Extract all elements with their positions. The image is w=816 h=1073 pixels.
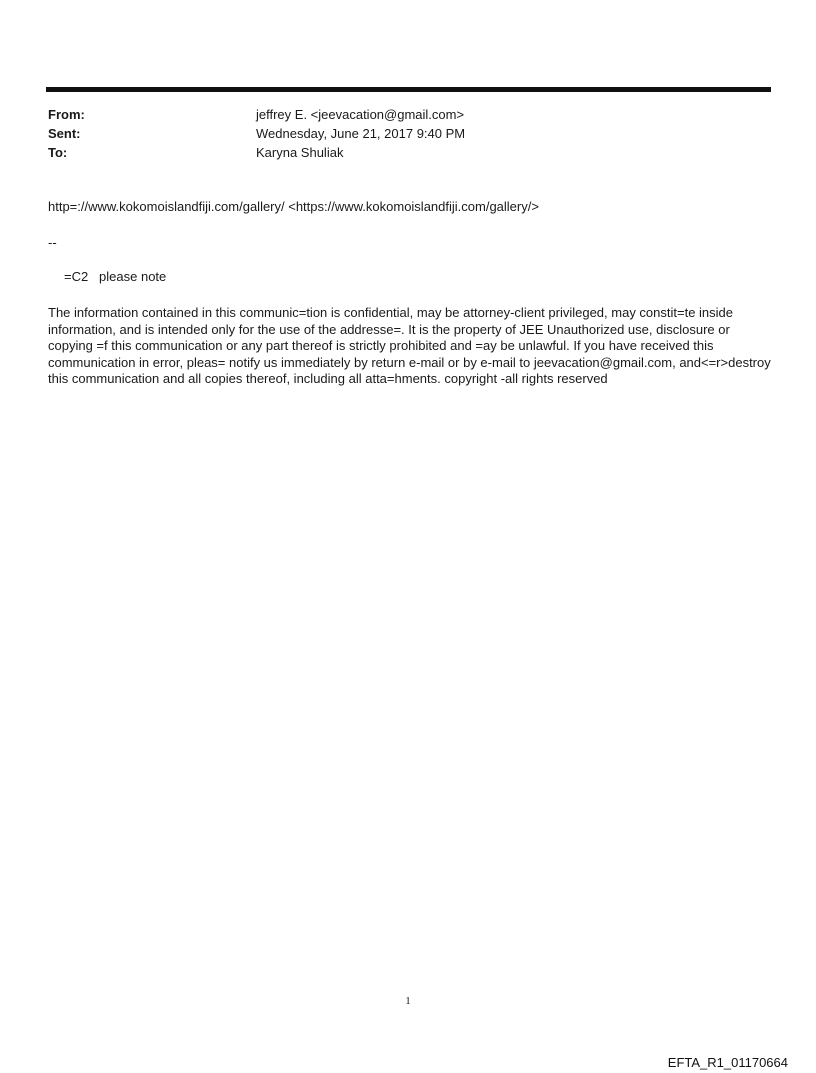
to-value: Karyna Shuliak	[256, 145, 344, 160]
header-divider	[46, 87, 771, 92]
signature-separator: --	[48, 235, 57, 250]
to-row	[48, 145, 748, 164]
sent-label: Sent:	[48, 126, 81, 141]
from-row	[48, 107, 748, 126]
sent-value: Wednesday, June 21, 2017 9:40 PM	[256, 126, 466, 141]
sent-row	[48, 126, 748, 145]
page-number: 1	[405, 995, 411, 1007]
email-header	[48, 107, 748, 164]
gallery-link-line: http=://www.kokomoislandfiji.com/gallery/ <https://www.kokomoislandfiji.com/gallery/>	[48, 199, 539, 214]
note-line: =C2 please note	[64, 269, 167, 284]
bates-number: EFTA_R1_01170664	[667, 1055, 788, 1070]
confidentiality-disclaimer: The information contained in this communic=tion is confidential, may be attorney-client privileged, may constit=te inside information, and is intended only for the use of the addresse=. It is the property of JEE Unauthorized use, disclosure or copying =f this communication or any part thereof is strictly prohibited and =ay be unlawful. If you have received this communication in error, pleas= notify us immediately by return e-mail or by e-mail to jeevacation@gmail.com, and<=r>destroy this communication and all copies thereof, including all atta=hments. copyright -all rights reserved	[48, 305, 775, 386]
from-label: From:	[48, 107, 85, 122]
from-value: jeffrey E. <jeevacation@gmail.com>	[256, 107, 465, 122]
to-label: To:	[48, 145, 68, 160]
